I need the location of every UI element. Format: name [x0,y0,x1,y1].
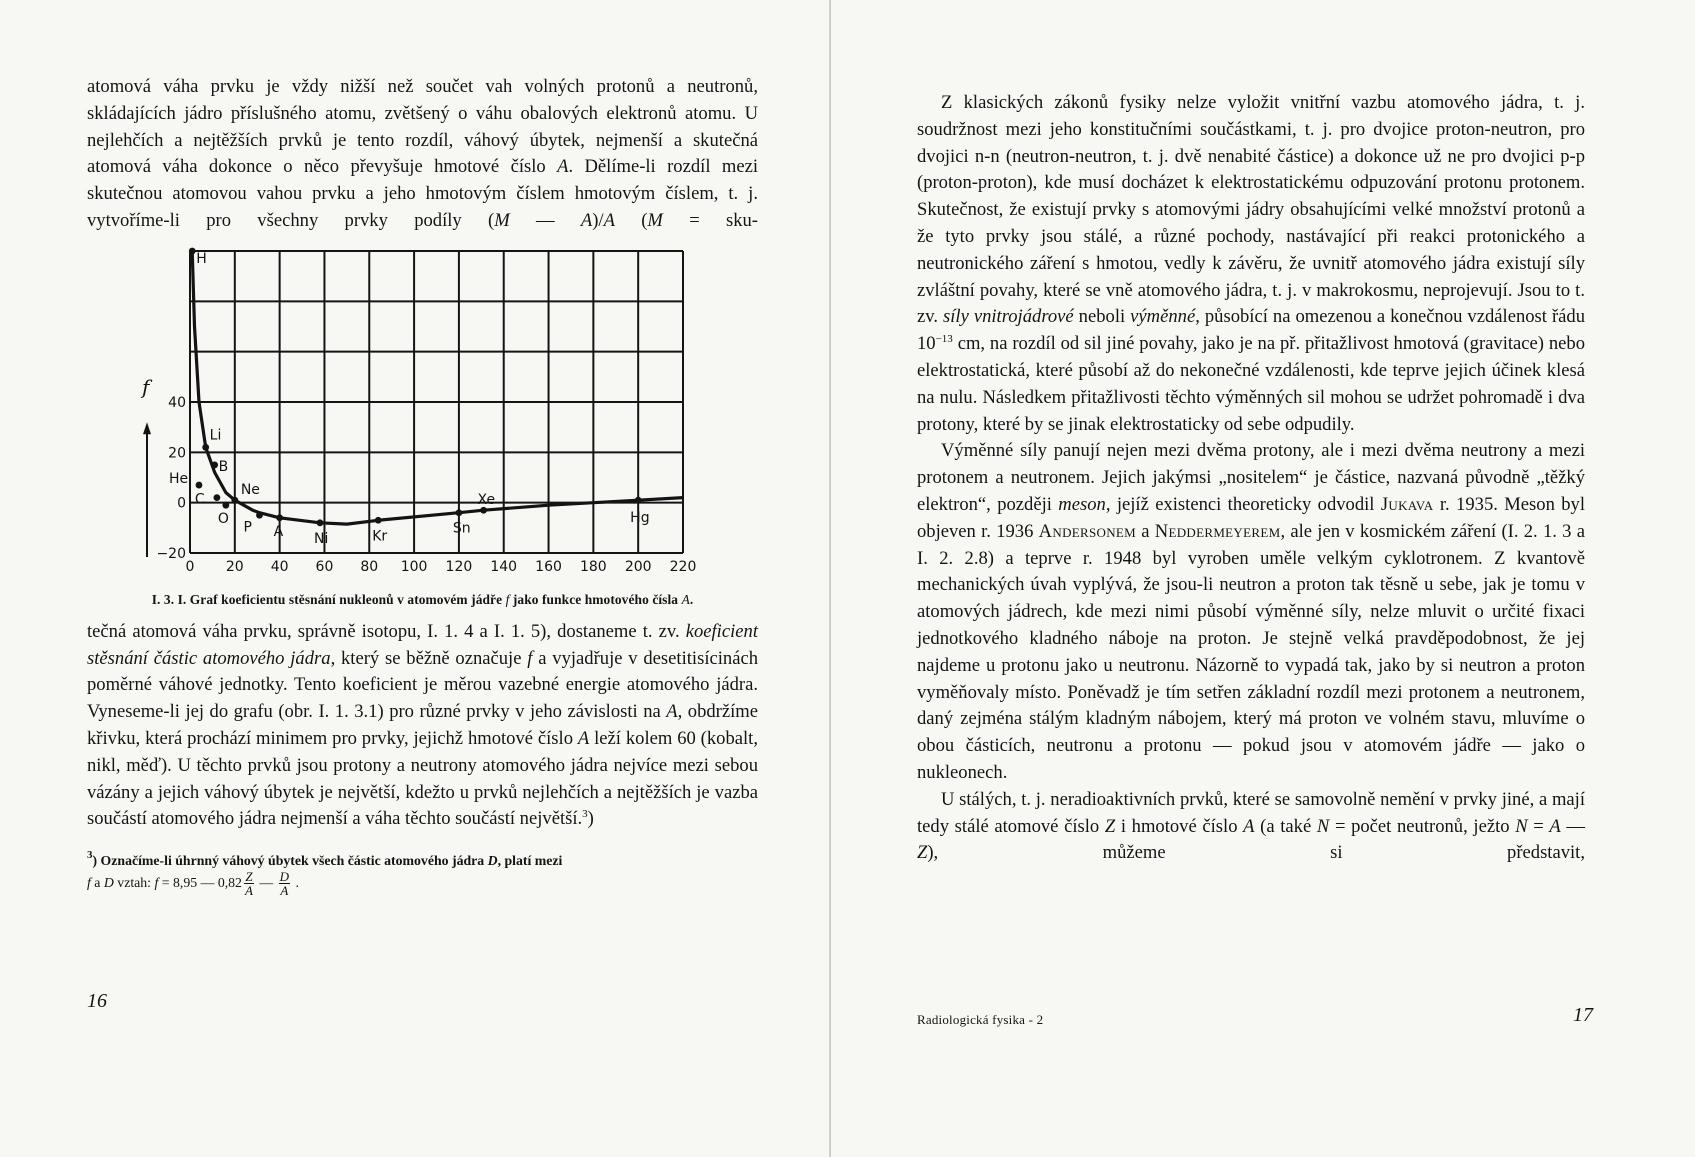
text-run: , obdržíme křivku, která prochází minimem pro prvky, jejichž hmotové číslo [87,701,758,749]
x-tick-label: 100 [400,558,428,575]
frac1-den: A [244,883,253,899]
text-run: A [1549,815,1561,837]
text-run: ), můžeme si představit, [927,842,1585,864]
element-label-h: H [196,250,207,267]
text-run: a [1135,520,1155,542]
footnote-text-a: a [90,874,104,890]
text-run: = počet neutronů, ježto [1329,815,1516,837]
data-point-c [213,494,220,501]
right-paragraph-1 [917,90,1585,438]
text-run: tečná atomová váha prvku, správně isotopu, I. 1. 4 a I. 1. 5), dostaneme t. zv. [87,620,686,642]
data-point-ne [231,497,238,504]
page-number-left: 16 [87,990,107,1012]
text-run: Z [1104,815,1116,837]
y-tick-label: 40 [168,394,186,411]
text-run: , ale jen v kosmickém záření (I. 2. 1. 3 a I. 2. 2.8) a teprve r. 1948 byl vyroben uměle velkým cyklotronem. Z kvantově mechanických úvah vyplývá, že jsou-li neutron a proton tak těsně u sebe, jak je tomu v atomových jádrech, kde mezi nimi působí výměnné síly, nelze mluvit o určité fixaci jednotkového kladného náboje na proton. Je stejně velká pravděpodobnost, že jej najdeme u protonu jako u neutronu. Názorně to vypadá tak, jako by si neutron a proton vyměňovaly místo. Poněvadž je tím setřen základní rozdíl mezi protonem a neutronem, daný zejména stálým kladným nábojem, který má proton ve volném stavu, mluvíme o obou částicích, neutronu a protonu — pokud jsou v atomovém jádře — jako o nukleonech. [917,520,1585,783]
element-label-a: A [273,523,284,540]
footnote-text-1: ) Označíme-li úhrnný váhový úbytek všech částic atomového jádra [92,853,488,869]
element-label-c: C [194,491,205,508]
text-run: A [580,209,593,231]
text-run: jako funkce hmotového čísla [509,591,682,607]
formula-minus: — [255,874,277,890]
page-number-right: 17 [1573,1004,1593,1026]
formula-fraction-1 [244,870,254,897]
element-label-sn: Sn [452,520,471,537]
text-run: a vyjadřuje v desetitisícinách poměrné váhové jednotky. Tento koeficient je měrou vazebné energie atomového jádra. Vyneseme-li jej do grafu (obr. I. 1. 3.1) pro různé prvky v jeho závislosti na [87,647,758,723]
text-run: výměnné [1130,306,1196,328]
y-tick-label: −20 [156,545,186,562]
text-run: neboli [1073,306,1131,328]
text-run: meson [1058,493,1106,515]
element-label-hg: Hg [630,509,650,526]
footnote-marker: 3 [87,849,93,862]
x-axis-label [486,586,499,587]
text-run: U stálých, t. j. neradioaktivních prvků, které se samovolně nemění v prvky jiné, a mají tedy stálé atomové číslo [917,788,1585,837]
text-run: A [603,209,615,231]
frac1-num: Z [245,869,253,885]
element-label-li: Li [209,427,222,444]
element-label-ne: Ne [240,481,260,498]
footnote-formula [87,869,299,899]
element-label-ni: Ni [313,530,329,547]
data-point-a [276,514,283,521]
text-run: , jejíž existenci theoreticky odvodil [1105,493,1381,515]
footnote-text-2: , platí mezi [497,853,563,869]
text-run: i hmotové číslo [1115,815,1244,837]
text-run: Z [917,842,928,864]
text-run: N [1515,815,1528,837]
data-point-kr [375,517,382,524]
text-run: Neddermeyerem [1154,520,1281,542]
data-point-p [256,512,263,519]
text-run: ) [587,808,594,830]
text-run: , který se běžně označuje [330,647,528,669]
figure-caption [87,591,758,609]
text-run: f [527,647,533,669]
text-run: Jukava [1380,493,1434,515]
y-axis-arrow-head [143,422,151,434]
x-tick-label: 200 [624,558,652,575]
data-point-li [202,444,209,451]
x-tick-label: 40 [270,558,289,575]
data-point-ni [317,519,324,526]
left-paragraph-1 [87,74,758,235]
x-tick-label: 80 [360,558,379,575]
x-tick-label: 20 [225,558,244,575]
text-run: Z klasických zákonů fysiky nelze vyložit vnitřní vazbu atomového jádra, t. j. soudržnost mezi jeho konstitučními součástkami, t. j. pro dvojice proton-neutron, pro dvojici n-n (neutron-neutron, t. j. dvě nenabité částice) a dokonce už ne pro dvojici p-p (proton-proton), kde musí docházet k elektrostatickému odpuzování protonu protonem. Skutečnost, že existují prvky s atomovými jádry obsahujícími velké množství protonů a že tyto prvky jsou stálé, a různé pochody, nastávající při reakci protonického a neutronického záření s hmotou, vedly k závěru, že uvnitř atomového jádra existují síly zvláštní povahy, které se vně atomového jádra, t. j. v makrokosmu, neprojevují. Jsou to t. zv. [917,92,1585,328]
right-paragraph-2 [917,438,1585,786]
data-point-h [189,247,196,254]
footnote-var-d2: D [103,874,114,890]
element-label-p: P [243,519,252,536]
formula-fraction-2 [279,870,290,897]
right-paragraph-3 [917,787,1585,867]
x-tick-label: 160 [535,558,562,575]
text-run: )/ [592,209,604,231]
text-run: r. 1935. Meson byl objeven r. 1936 [917,493,1585,542]
x-tick-label: 180 [579,558,607,575]
text-run: M [647,209,663,231]
right-page [917,90,1585,867]
figure [87,245,758,587]
left-paragraph-2 [87,619,758,833]
data-point-o [222,502,229,509]
text-run: . [689,591,694,607]
text-run: A [557,156,569,178]
text-run: síly vnitrojádrové [943,306,1074,328]
text-run: A [1243,815,1255,837]
element-label-b: B [218,458,229,475]
text-run: leží kolem 60 (kobalt, nikl, měď). U těchto prvků jsou protony a neutrony atomového jádra nejvíce mezi sebou vázány a jejich váhový úbytek je největší, kdežto u prvků nejlehčích a nejtěžších je vazba součástí atomového jádra nejmenší a váha těchto součástí největší. [87,727,758,830]
data-point-hg [635,497,642,504]
text-run: −13 [935,333,953,346]
text-run: atomová váha prvku je vždy nižší než součet vah volných protonů a neutronů, skládajících jádro příslušného atomu, zvětšený o váhu obalových elektronů atomu. U nejlehčích a nejtěžších prvků je tento rozdíl, váhový úbytek, nejmenší a skutečná atomová váha dokonce o něco převyšuje hmotové číslo [87,76,758,178]
text-run: . Dělíme-li rozdíl mezi skutečnou atomovou vahou prvku a jeho hmotovým číslem hmotovým číslem, t. j. vytvoříme-li pro všechny prvky podíly ( [87,156,758,231]
formula-eq: = 8,95 — 0,82 [158,874,242,890]
footnote [87,851,758,897]
text-run: — [509,209,581,231]
text-run: I. 3. I. Graf koeficientu stěsnání nukleonů v atomovém jádře [151,591,506,607]
data-point-b [211,461,218,468]
text-run: = [1527,815,1550,837]
text-run: (a také [1254,815,1317,837]
text-run: — [1560,815,1585,837]
text-run: ( [614,209,648,231]
formula-lhs: f [154,874,159,890]
text-run: A [666,701,678,723]
text-run: Andersonem [1038,520,1136,542]
text-run: Výměnné síly panují nejen mezi dvěma protony, ale i mezi dvěma neutrony a mezi protonem a neutronem. Jejich jakýmsi „nositelem“ je částice, nazvaná původně „těžký elektron“, později [917,440,1585,515]
packing-fraction-chart [87,245,758,587]
x-tick-label: 60 [315,558,334,575]
book-gutter [829,0,831,1157]
y-tick-label: 0 [177,495,186,512]
text-run: M [494,209,510,231]
text-run: N [1316,815,1330,837]
text-run: A [681,591,690,607]
x-tick-label: 220 [669,558,697,575]
footnote-var-d: D [487,853,498,869]
frac2-num: D [279,869,290,885]
text-run: f [505,591,510,607]
element-label-xe: Xe [477,491,496,508]
text-run: = sku- [662,209,759,231]
x-tick-label: 140 [490,558,518,575]
text-run: cm, na rozdíl od sil jiné povahy, jako je na př. přitažlivost hmotová (gravitace) nebo elektrostatická, které působí až do nekonečné vzdálenosti, kde teprve jejich účinek klesá na nulu. Následkem přitažlivosti těchto výměnných sil mohou se udržet pohromadě i dva protony, které by se jinak elektrostaticky od sebe odpudily. [917,333,1585,435]
footnote-var-f: f [87,874,91,890]
element-label-he: He [168,470,189,487]
element-label-o: O [217,510,229,527]
text-run: A [577,727,590,749]
text-run: , působící na omezenou a konečnou vzdálenost řádu 10 [917,306,1585,355]
x-tick-label: 120 [445,558,473,575]
data-point-sn [456,509,463,516]
packing-fraction-curve [192,251,683,524]
text-run: koeficient stěsnání částic atomového jádra [87,620,758,669]
frac2-den: A [280,883,289,899]
text-run: 3 [582,808,588,821]
element-label-kr: Kr [372,528,388,545]
footnote-text-vztah: vztah: [113,874,155,890]
y-tick-label: 20 [168,445,186,462]
x-tick-label: 0 [185,558,195,575]
y-axis-label: f [142,374,150,399]
running-footer: Radiologická fysika - 2 [917,1012,1044,1027]
formula-end: . [292,874,299,890]
left-page [87,74,758,897]
data-point-he [196,481,203,488]
